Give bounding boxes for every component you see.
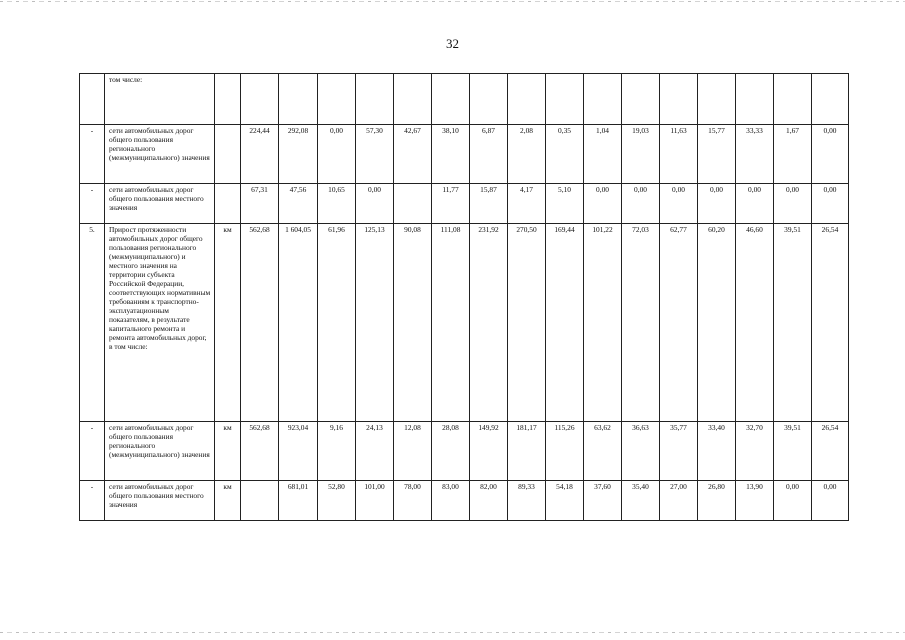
value-cell: 0,00 <box>584 184 622 224</box>
unit-cell <box>215 125 241 184</box>
indicators-table <box>79 73 849 521</box>
value-cell: 26,80 <box>698 481 736 521</box>
value-cell: 11,63 <box>660 125 698 184</box>
value-cell: 24,13 <box>356 422 394 481</box>
value-cell: 9,16 <box>318 422 356 481</box>
value-cell: 42,67 <box>394 125 432 184</box>
table-row <box>80 74 849 125</box>
value-cell: 0,00 <box>356 184 394 224</box>
value-cell: 0,00 <box>736 184 774 224</box>
value-cell: 28,08 <box>432 422 470 481</box>
value-cell: 26,54 <box>812 422 849 481</box>
table-row <box>80 422 849 481</box>
value-cell: 82,00 <box>470 481 508 521</box>
value-cell: 11,77 <box>432 184 470 224</box>
value-cell: 125,13 <box>356 224 394 422</box>
value-cell: 19,03 <box>622 125 660 184</box>
value-cell: 35,77 <box>660 422 698 481</box>
value-cell: 0,00 <box>660 184 698 224</box>
indicator-name-cell: сети автомобильных дорог общего пользования местного значения <box>105 481 215 521</box>
row-index-cell: 5. <box>80 224 105 422</box>
value-cell <box>394 74 432 125</box>
value-cell: 111,08 <box>432 224 470 422</box>
value-cell <box>774 74 812 125</box>
value-cell: 32,70 <box>736 422 774 481</box>
table-body <box>80 74 849 521</box>
value-cell: 39,51 <box>774 422 812 481</box>
value-cell <box>698 74 736 125</box>
value-cell: 4,17 <box>508 184 546 224</box>
page-number: 32 <box>446 36 459 51</box>
value-cell: 0,00 <box>698 184 736 224</box>
table-row <box>80 481 849 521</box>
value-cell: 169,44 <box>546 224 584 422</box>
value-cell: 681,01 <box>279 481 318 521</box>
indicator-name-cell: Прирост протяженности автомобильных дорог общего пользования регионального (межмуниципального) и местного значения на территории субъекта Российской Федерации, соответствующих нормативным требованиям к транспортно-эксплуатационным показателям, в результате капитального ремонта и ремонта автомобильных дорог, в том числе: <box>105 224 215 422</box>
row-index-cell: - <box>80 422 105 481</box>
value-cell: 72,03 <box>622 224 660 422</box>
indicator-name-cell: том числе: <box>105 74 215 125</box>
value-cell: 15,77 <box>698 125 736 184</box>
value-cell <box>241 74 279 125</box>
value-cell <box>279 74 318 125</box>
value-cell: 35,40 <box>622 481 660 521</box>
value-cell: 562,68 <box>241 224 279 422</box>
unit-cell: км <box>215 481 241 521</box>
value-cell <box>812 74 849 125</box>
value-cell <box>736 74 774 125</box>
value-cell: 0,00 <box>774 184 812 224</box>
table-row <box>80 125 849 184</box>
value-cell <box>508 74 546 125</box>
value-cell: 57,30 <box>356 125 394 184</box>
indicator-name-cell: сети автомобильных дорог общего пользования регионального (межмуниципального) значения <box>105 125 215 184</box>
value-cell: 6,87 <box>470 125 508 184</box>
value-cell <box>356 74 394 125</box>
value-cell: 63,62 <box>584 422 622 481</box>
scan-edge-bottom <box>0 632 905 633</box>
value-cell: 0,00 <box>812 184 849 224</box>
value-cell: 0,35 <box>546 125 584 184</box>
value-cell: 60,20 <box>698 224 736 422</box>
value-cell: 89,33 <box>508 481 546 521</box>
value-cell <box>660 74 698 125</box>
value-cell: 26,54 <box>812 224 849 422</box>
value-cell: 1,04 <box>584 125 622 184</box>
value-cell: 39,51 <box>774 224 812 422</box>
indicators-table-container <box>79 73 848 521</box>
value-cell <box>546 74 584 125</box>
value-cell: 15,87 <box>470 184 508 224</box>
value-cell: 101,22 <box>584 224 622 422</box>
row-index-cell: - <box>80 481 105 521</box>
row-index-cell: - <box>80 184 105 224</box>
value-cell: 2,08 <box>508 125 546 184</box>
value-cell: 115,26 <box>546 422 584 481</box>
value-cell: 0,00 <box>812 481 849 521</box>
unit-cell <box>215 184 241 224</box>
value-cell: 10,65 <box>318 184 356 224</box>
value-cell: 270,50 <box>508 224 546 422</box>
value-cell: 27,00 <box>660 481 698 521</box>
value-cell: 62,77 <box>660 224 698 422</box>
value-cell <box>318 74 356 125</box>
value-cell: 46,60 <box>736 224 774 422</box>
value-cell: 292,08 <box>279 125 318 184</box>
value-cell: 67,31 <box>241 184 279 224</box>
value-cell: 36,63 <box>622 422 660 481</box>
value-cell: 38,10 <box>432 125 470 184</box>
value-cell: 1 604,05 <box>279 224 318 422</box>
value-cell: 90,08 <box>394 224 432 422</box>
value-cell: 0,00 <box>318 125 356 184</box>
value-cell <box>394 184 432 224</box>
value-cell: 33,33 <box>736 125 774 184</box>
row-index-cell <box>80 74 105 125</box>
value-cell: 0,00 <box>774 481 812 521</box>
value-cell <box>584 74 622 125</box>
value-cell: 101,00 <box>356 481 394 521</box>
unit-cell <box>215 74 241 125</box>
unit-cell: км <box>215 422 241 481</box>
table-row <box>80 224 849 422</box>
value-cell: 224,44 <box>241 125 279 184</box>
value-cell <box>241 481 279 521</box>
scan-edge-top <box>0 1 905 2</box>
value-cell: 231,92 <box>470 224 508 422</box>
value-cell: 0,00 <box>812 125 849 184</box>
value-cell: 12,08 <box>394 422 432 481</box>
value-cell: 78,00 <box>394 481 432 521</box>
value-cell: 1,67 <box>774 125 812 184</box>
value-cell: 149,92 <box>470 422 508 481</box>
value-cell <box>622 74 660 125</box>
indicator-name-cell: сети автомобильных дорог общего пользования местного значения <box>105 184 215 224</box>
value-cell: 13,90 <box>736 481 774 521</box>
value-cell: 52,80 <box>318 481 356 521</box>
value-cell: 47,56 <box>279 184 318 224</box>
table-row <box>80 184 849 224</box>
value-cell: 54,18 <box>546 481 584 521</box>
value-cell: 37,60 <box>584 481 622 521</box>
indicator-name-cell: сети автомобильных дорог общего пользования регионального (межмуниципального) значения <box>105 422 215 481</box>
value-cell: 33,40 <box>698 422 736 481</box>
value-cell: 0,00 <box>622 184 660 224</box>
value-cell: 181,17 <box>508 422 546 481</box>
value-cell: 923,04 <box>279 422 318 481</box>
row-index-cell: - <box>80 125 105 184</box>
value-cell: 5,10 <box>546 184 584 224</box>
value-cell <box>432 74 470 125</box>
value-cell: 83,00 <box>432 481 470 521</box>
unit-cell: км <box>215 224 241 422</box>
value-cell <box>470 74 508 125</box>
value-cell: 61,96 <box>318 224 356 422</box>
value-cell: 562,68 <box>241 422 279 481</box>
